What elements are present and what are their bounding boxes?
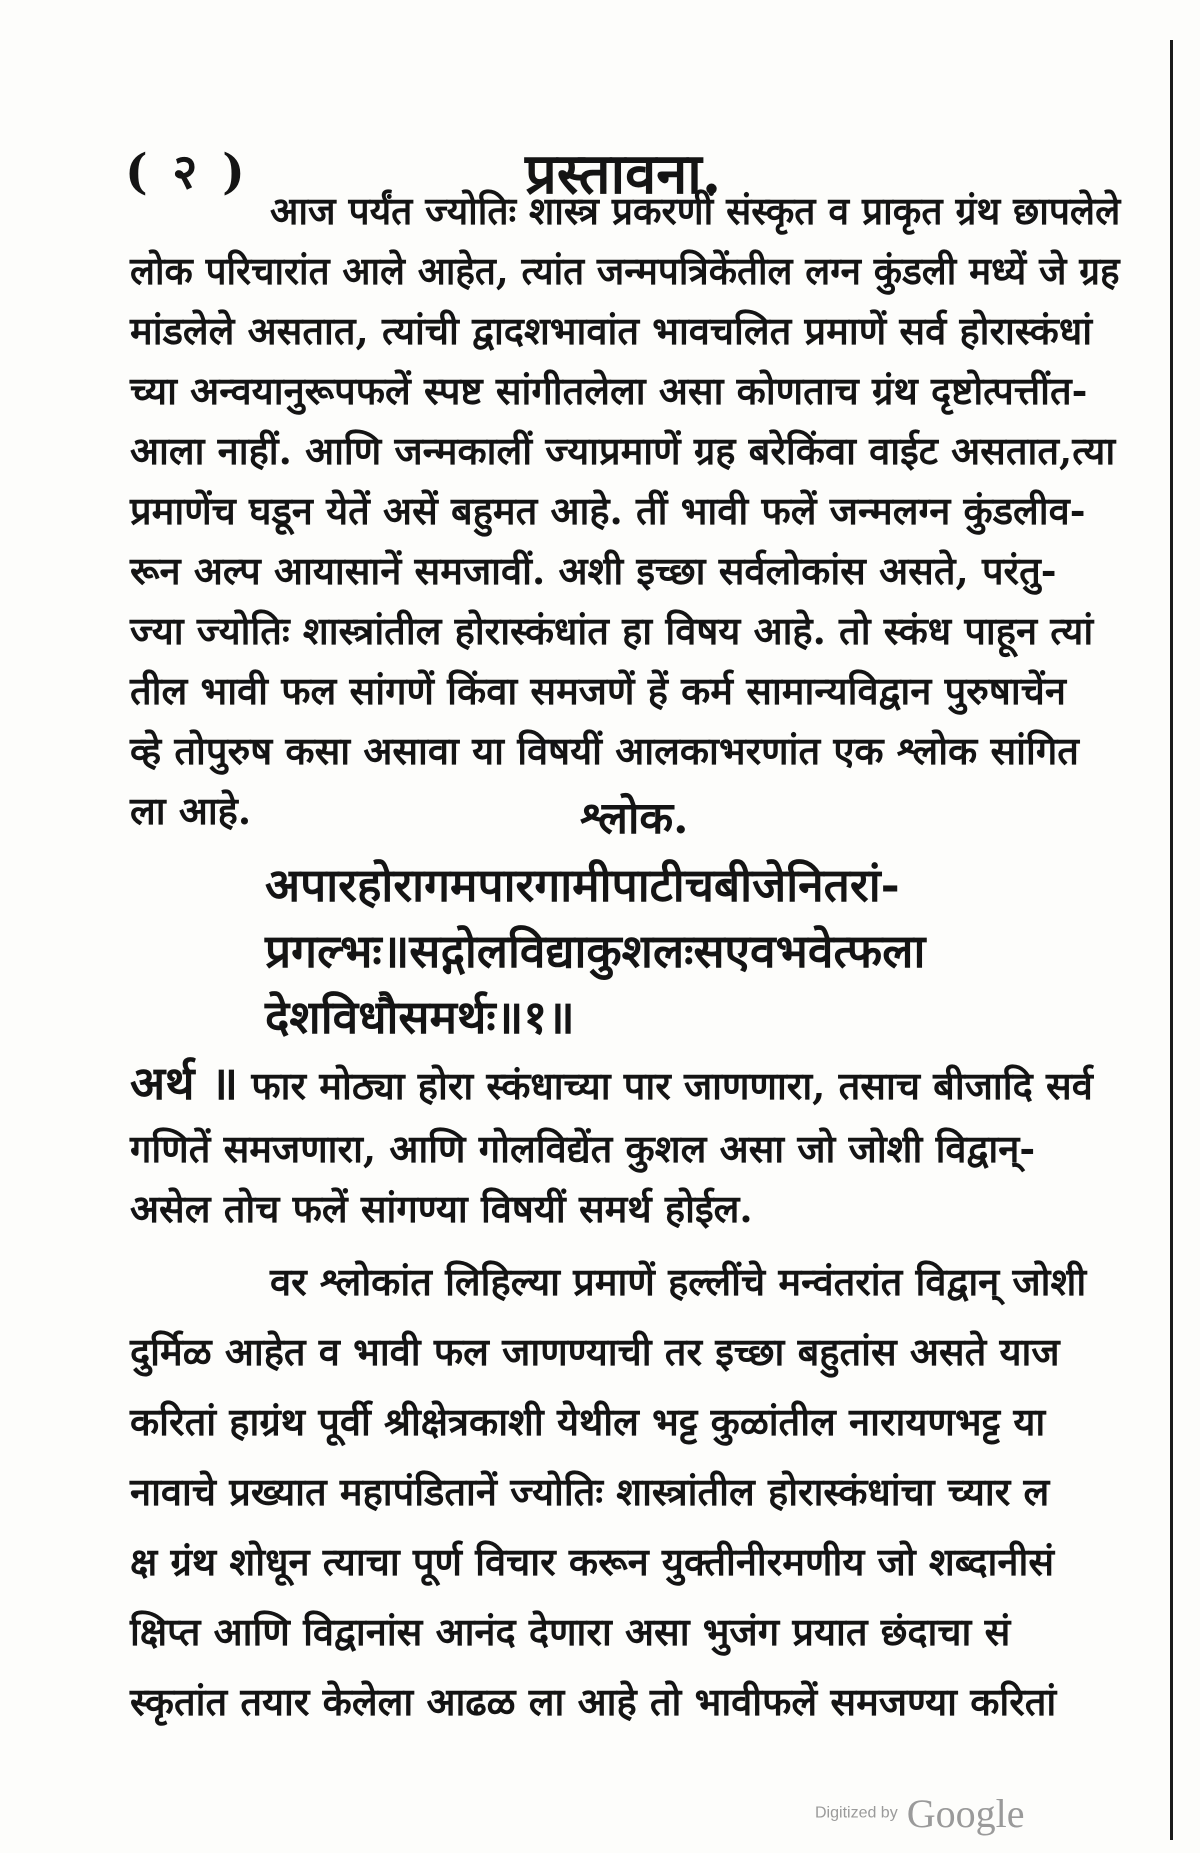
page-edge-rule: [1170, 40, 1173, 1840]
text-line: प्रमाणेंच घडून येतें असें बहुमत आहे. तीं भावी फलें जन्मलग्न कुंडलीव-: [130, 488, 1086, 533]
text-line: व्हे तोपुरुष कसा असावा या विषयीं आलकाभरणांत एक श्लोक सांगित: [130, 728, 1079, 773]
text-line: तील भावी फल सांगणें किंवा समजणें हें कर्म सामान्यविद्वान पुरुषाचेंन: [130, 668, 1066, 713]
verse-line: प्रगल्भः॥सद्गोलविद्याकुशलःसएवभवेत्फला: [265, 924, 926, 978]
text-line: मांडलेले असतात, त्यांची द्वादशभावांत भावचलित प्रमाणें सर्व होरास्कंधां: [130, 308, 1093, 353]
page-title: प्रस्तावना.: [525, 141, 722, 207]
shloka-heading: श्लोक.: [580, 793, 689, 844]
text-line: लोक परिचारांत आले आहेत, त्यांत जन्मपत्रिकेंतील लग्न कुंडली मध्यें जे ग्रह: [130, 248, 1120, 293]
text-line: क्षिप्त आणि विद्वानांस आनंद देणारा असा भुजंग प्रयात छंदाचा सं: [130, 1609, 1011, 1654]
watermark-logo: Google: [906, 1791, 1025, 1836]
text-line: आला नाहीं. आणि जन्मकालीं ज्याप्रमाणें ग्रह बरेकिंवा वाईट असतात,त्या: [130, 428, 1116, 473]
page-number: ( २ ): [125, 144, 249, 200]
text-line: नावाचे प्रख्यात महापंडितानें ज्योतिः शास्त्रांतील होरास्कंधांचा च्यार ल: [130, 1469, 1050, 1514]
text-line: च्या अन्वयानुरूपफलें स्पष्ट सांगीतलेला असा कोणताच ग्रंथ दृष्टोत्पत्तींत-: [130, 368, 1088, 413]
text-line: गणितें समजणारा, आणि गोलविद्येंत कुशल असा जो जोशी विद्वान्-: [130, 1126, 1036, 1171]
artha-label: अर्थ ॥: [130, 1056, 239, 1110]
text-line: असेल तोच फलें सांगण्या विषयीं समर्थ होईल.: [130, 1186, 753, 1231]
text-line: आज पर्यंत ज्योतिः शास्त्र प्रकरणीं संस्कृत व प्राकृत ग्रंथ छापलेले: [270, 188, 1121, 233]
text-line: ज्या ज्योतिः शास्त्रांतील होरास्कंधांत हा विषय आहे. तो स्कंध पाहून त्यां: [130, 608, 1094, 653]
watermark-caption: Digitized by: [815, 1804, 898, 1822]
verse-line: देशविधौसमर्थः॥१॥: [265, 990, 575, 1044]
text-line: ला आहे.: [130, 788, 252, 833]
text-line: करितां हाग्रंथ पूर्वी श्रीक्षेत्रकाशी येथील भट्ट कुळांतील नारायणभट्ट या: [130, 1399, 1046, 1444]
text-line: वर श्लोकांत लिहिल्या प्रमाणें हल्लींचे मन्वंतरांत विद्वान् जोशी: [270, 1259, 1087, 1304]
text-line: रून अल्प आयासानें समजावीं. अशी इच्छा सर्वलोकांस असते, परंतु-: [130, 548, 1057, 593]
text-line: [130, 1056, 1120, 1110]
text-line: क्ष ग्रंथ शोधून त्याचा पूर्ण विचार करून युक्तीनीरमणीय जो शब्दानीसं: [130, 1539, 1055, 1584]
artha-text: फार मोठ्या होरा स्कंधाच्या पार जाणणारा, तसाच बीजादि सर्व: [251, 1063, 1093, 1108]
text-line: दुर्मिळ आहेत व भावी फल जाणण्याची तर इच्छा बहुतांस असते याज: [130, 1329, 1060, 1374]
verse-line: अपारहोरागमपारगामीपाटीचबीजेनितरां-: [265, 858, 900, 912]
text-line: स्कृतांत तयार केलेला आढळ ला आहे तो भावीफलें समजण्या करितां: [130, 1679, 1057, 1724]
digitized-watermark: [815, 1790, 1025, 1837]
